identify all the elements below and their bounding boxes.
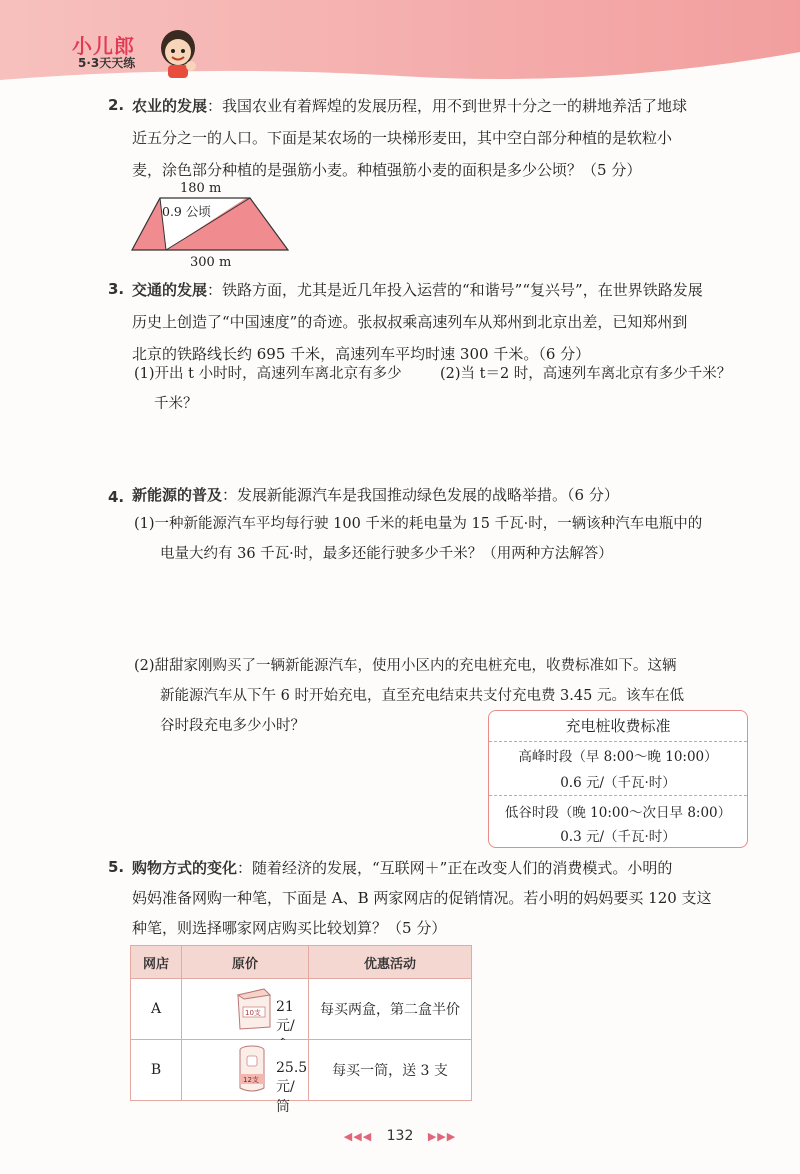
q5-number: 5.	[108, 858, 125, 876]
mascot-icon	[156, 26, 200, 78]
q3-number: 3.	[108, 280, 125, 298]
prev-arrows-icon: ◀◀◀	[343, 1130, 373, 1143]
q2-line-1: ：我国农业有着辉煌的发展历程，用不到世界十分之一的耕地养活了地球	[207, 97, 688, 115]
page-footer	[0, 1128, 800, 1144]
figure-bottom-label: 300 m	[190, 255, 232, 268]
q4-sub2-line-2: 新能源汽车从下午 6 时开始充电，直至充电结束共支付充电费 3.45 元。该车在低	[160, 688, 684, 704]
q4-topic: 新能源的普及	[132, 486, 223, 504]
series-name: 5·3天天练	[78, 56, 136, 70]
fee-valley-time: 低谷时段（晚 10:00～次日早 8:00）	[504, 805, 732, 821]
pen-box-icon	[234, 985, 274, 1031]
table-row	[131, 979, 472, 1040]
q2-number: 2.	[108, 96, 125, 114]
q3-sub2: (2)当 t＝2 时，高速列车离北京有多少千米？	[440, 366, 732, 382]
q2-line-3: 麦，涂色部分种植的是强筋小麦。种植强筋小麦的面积是多少公顷？（5 分）	[132, 161, 642, 179]
price-cell	[182, 979, 309, 1040]
q3-sub1-b: 千米？	[154, 396, 198, 412]
shop-table	[130, 945, 472, 1115]
trapezoid-figure	[128, 180, 308, 272]
figure-area-label: 0.9 公顷	[162, 204, 211, 219]
q2-line-2: 近五分之一的人口。下面是某农场的一块梯形麦田，其中空白部分种植的是软粒小	[132, 129, 673, 147]
fee-standard-box	[488, 710, 748, 848]
q3-sub1-a: (1)开出 t 小时时，高速列车离北京有多少	[134, 366, 402, 382]
q4-intro: ：发展新能源汽车是我国推动绿色发展的战略举措。（6 分）	[222, 486, 619, 504]
offer-cell: 每买两盒，第二盒半价	[309, 979, 472, 1040]
q5-line-1: ：随着经济的发展，“互联网＋”正在改变人们的消费模式。小明的	[237, 859, 673, 877]
price-a: 21 元/	[276, 999, 295, 1034]
price-cell	[182, 1040, 309, 1115]
col-header-shop: 网店	[131, 946, 182, 979]
shop-cell: A	[131, 979, 182, 1040]
pack-label-a: 10支	[245, 1009, 261, 1017]
q4-sub2-line-1: (2)甜甜家刚购买了一辆新能源汽车，使用小区内的充电桩充电，收费标准如下。这辆	[134, 658, 677, 674]
fee-title: 充电桩收费标准	[489, 711, 747, 742]
fee-peak-price: 0.6 元/（千瓦·时）	[560, 775, 676, 791]
col-header-price: 原价	[182, 946, 309, 979]
fee-valley-price: 0.3 元/（千瓦·时）	[560, 829, 676, 845]
q3-topic: 交通的发展	[132, 281, 208, 299]
q3-line-2: 历史上创造了“中国速度”的奇迹。张叔叔乘高速列车从郑州到北京出差，已知郑州到	[132, 313, 688, 331]
pen-tube-icon	[232, 1044, 272, 1094]
q4-number: 4.	[108, 488, 125, 506]
pack-label-b: 12支	[243, 1076, 259, 1084]
q5-line-2: 妈妈准备网购一种笔，下面是 A、B 两家网店的促销情况。若小明的妈妈要买 120 支这	[132, 889, 712, 907]
q3-line-3: 北京的铁路线长约 695 千米，高速列车平均时速 300 千米。（6 分）	[132, 345, 591, 363]
q4-sub2-line-3: 谷时段充电多少小时？	[160, 718, 305, 734]
q4-sub1-line-1: (1)一种新能源汽车平均每行驶 100 千米的耗电量为 15 千瓦·时，一辆该种汽车电瓶中的	[134, 516, 703, 532]
figure-top-label: 180 m	[180, 181, 222, 196]
fee-peak-time: 高峰时段（早 8:00～晚 10:00）	[518, 749, 718, 765]
q5-line-3: 种笔，则选择哪家网店购买比较划算？（5 分）	[132, 919, 447, 937]
col-header-offer: 优惠活动	[309, 946, 472, 979]
q5-topic: 购物方式的变化	[132, 859, 238, 877]
q4-sub1-line-2: 电量大约有 36 千瓦·时，最多还能行驶多少千米？（用两种方法解答）	[160, 546, 613, 562]
next-arrows-icon: ▶▶▶	[427, 1130, 457, 1143]
table-row	[131, 1040, 472, 1101]
offer-cell: 每买一筒，送 3 支	[309, 1040, 472, 1101]
q3-line-1: ：铁路方面，尤其是近几年投入运营的“和谐号”“复兴号”，在世界铁路发展	[207, 281, 703, 299]
price-b: 25.5 元/筒	[276, 1060, 308, 1115]
q2-topic: 农业的发展	[132, 97, 208, 115]
page-number: 132	[386, 1128, 414, 1144]
shop-cell: B	[131, 1040, 182, 1101]
brand-logo: 小儿郎	[72, 34, 135, 58]
